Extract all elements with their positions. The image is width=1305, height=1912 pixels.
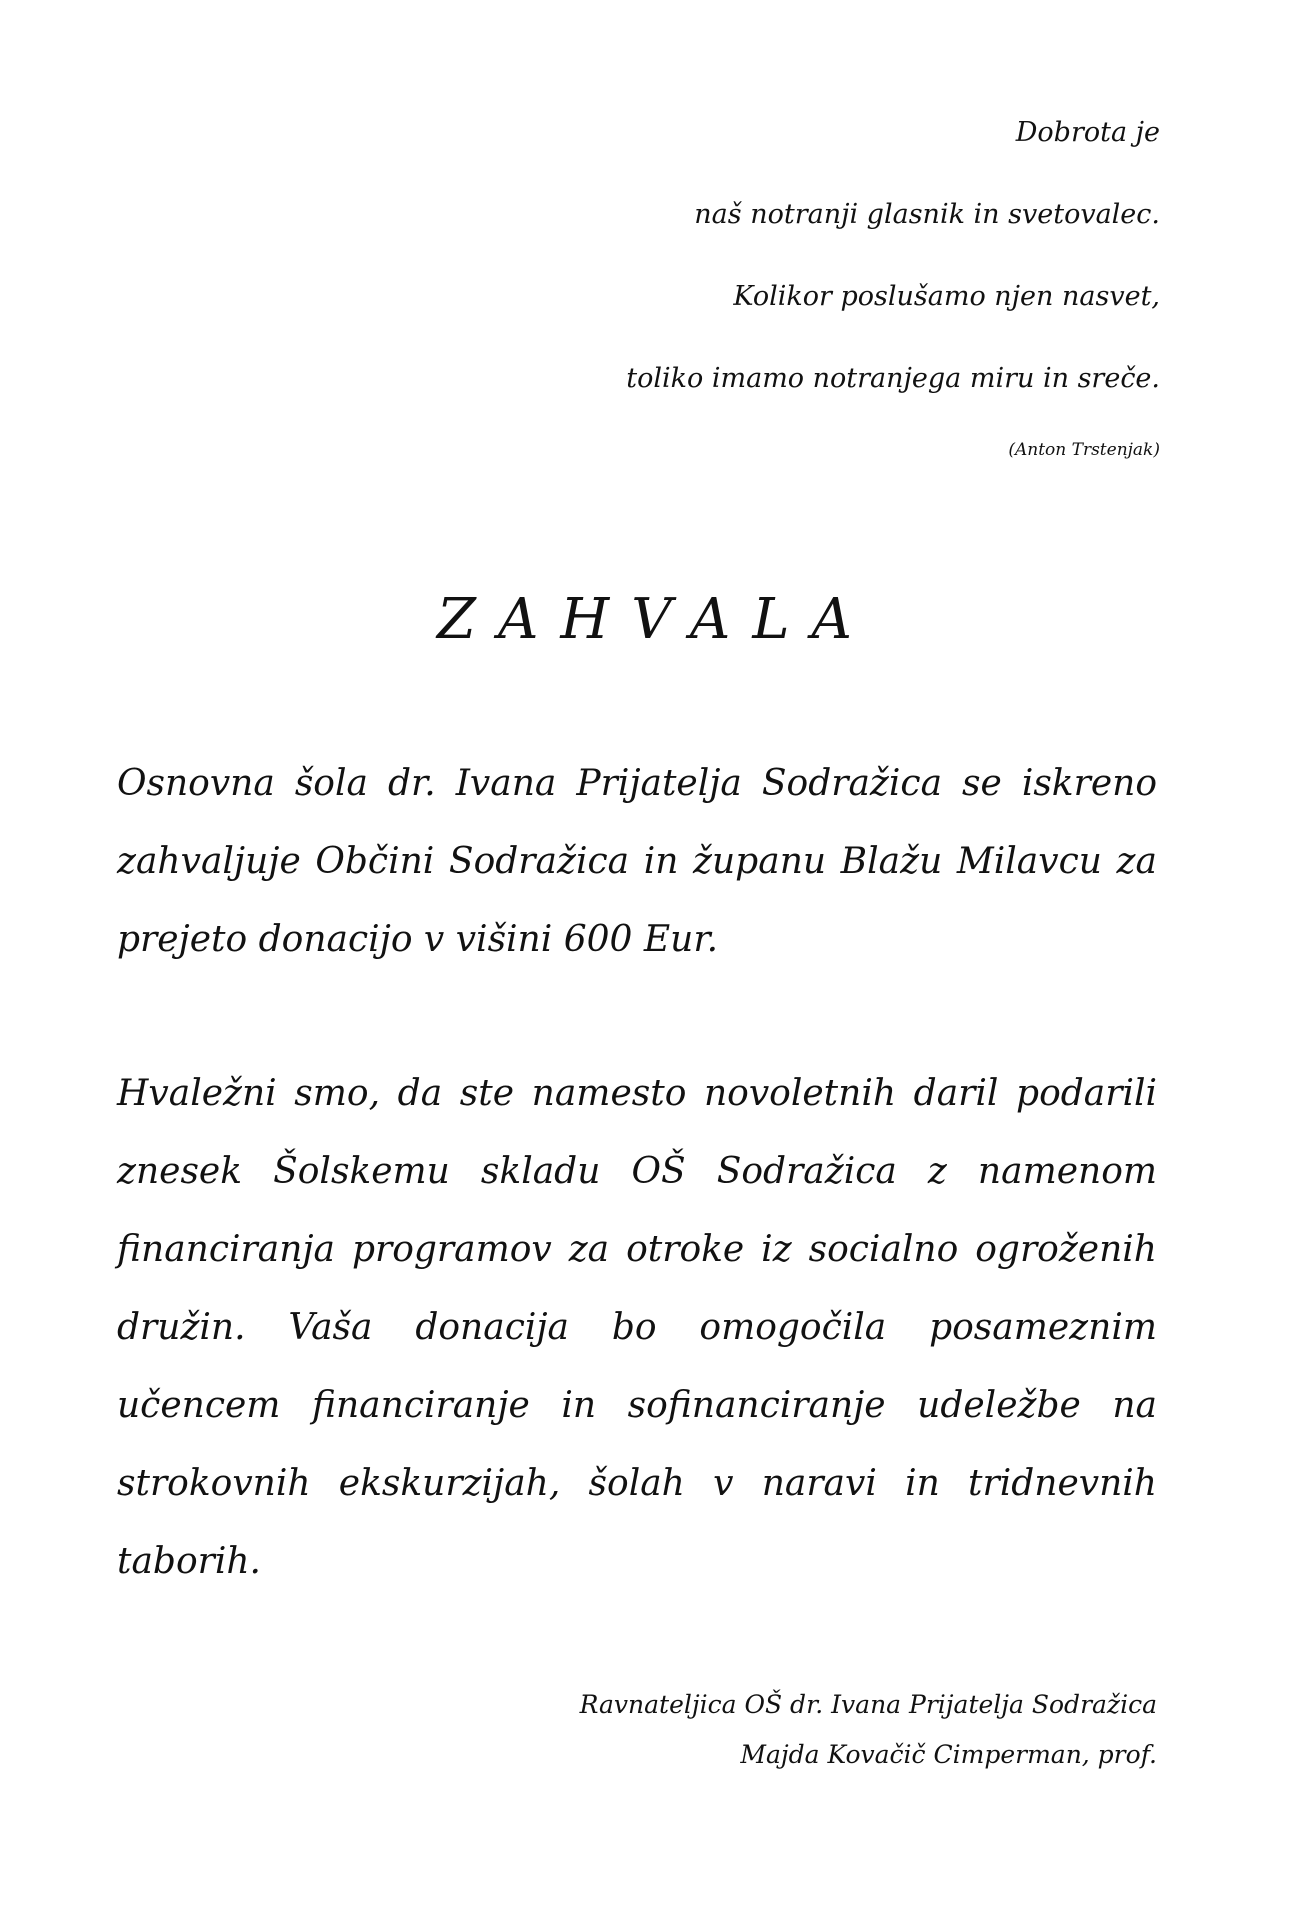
signature-block: [457, 1680, 1157, 1780]
signature-name: Majda Kovačič Cimperman, prof.: [740, 1740, 1157, 1769]
letter-title: ZAHVALA: [437, 587, 874, 652]
body-paragraph-2: Hvaležni smo, da ste namesto novoletnih daril podarili znesek Šolskemu skladu OŠ Sodražica z namenom financiranja programov za otroke iz socialno ogroženih družin. Vaša donacija bo omogočila posameznim učencem financiranje in sofinanciranje udeležbe na strokovnih ekskurzijah, šolah v naravi in tridnevnih taborih.: [117, 1073, 1157, 1582]
quote-line: toliko imamo notranjega miru in sreče.: [626, 363, 1160, 394]
quote-line: Dobrota je: [1015, 117, 1160, 148]
epigraph-quote: [460, 108, 1160, 470]
quote-author: (Anton Trstenjak): [1008, 440, 1160, 460]
signature-role: Ravnateljica OŠ dr. Ivana Prijatelja Sodražica: [579, 1690, 1157, 1719]
quote-line: Kolikor poslušamo njen nasvet,: [733, 281, 1160, 312]
body-paragraph-1: Osnovna šola dr. Ivana Prijatelja Sodražica se iskreno zahvaljuje Občini Sodražica in županu Blažu Milavcu za prejeto donacijo v višini 600 Eur.: [117, 763, 1157, 960]
quote-line: naš notranji glasnik in svetovalec.: [694, 199, 1160, 230]
